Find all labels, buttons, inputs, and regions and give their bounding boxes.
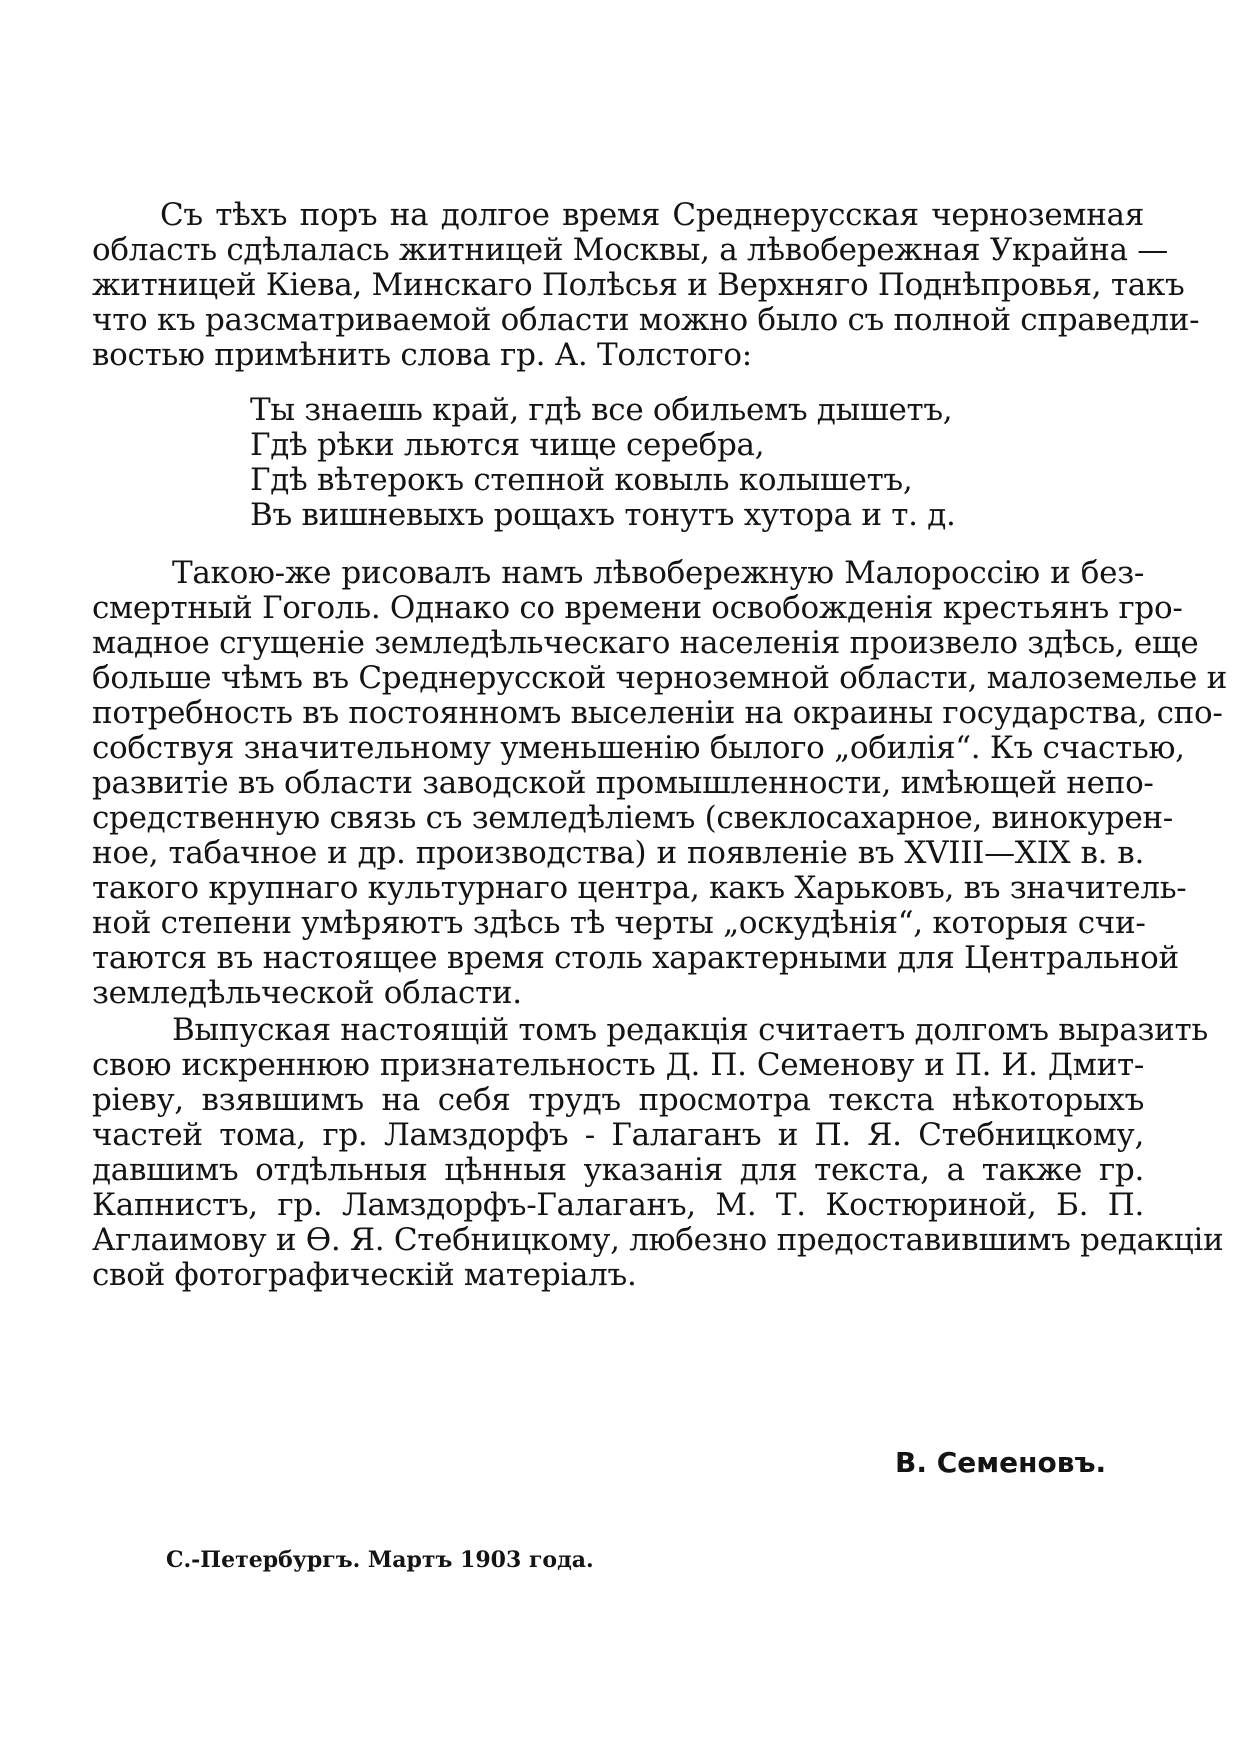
text-line: ной степени умѣряютъ здѣсь тѣ черты „оскудѣнія“, которыя счи- [92, 905, 1146, 941]
text-line: земледѣльческой области. [92, 975, 522, 1011]
text-line: ное, табачное и др. производства) и появленіе въ XVIII—XIX в. в. [92, 835, 1144, 871]
text-line: житницей Кіева, Минскаго Полѣсья и Верхняго Поднѣпровья, такъ [92, 267, 1185, 303]
text-line: таются въ настоящее время столь характерными для Центральной [92, 940, 1179, 976]
text-line: собствуя значительному уменьшенію былого „обилія“. Къ счастью, [92, 730, 1185, 766]
poem-line: Гдѣ рѣки льются чище серебра, [250, 427, 765, 463]
text-line: что къ разсматриваемой области можно было съ полной справедли- [92, 302, 1200, 338]
text-line: область сдѣлалась житницей Москвы, а лѣвобережная Украйна — [92, 232, 1168, 268]
text-line: смертный Гоголь. Однако со времени освобожденія крестьянъ гро- [92, 590, 1183, 626]
text-line: мадное сгущеніе земледѣльческаго населенія произвело здѣсь, еще [92, 625, 1199, 661]
text-line: давшимъ отдѣльныя цѣнныя указанія для текста, а также гр. [92, 1152, 1144, 1188]
dateline: С.-Петербургъ. Мартъ 1903 года. [166, 1547, 594, 1573]
text-line: частей тома, гр. Ламздорфъ - Галаганъ и П. Я. Стебницкому, [92, 1117, 1144, 1153]
text-line: свой фотографическій матеріалъ. [92, 1257, 637, 1293]
text-line: больше чѣмъ въ Среднерусской черноземной области, малоземелье и [92, 660, 1227, 696]
poem-line: Ты знаешь край, гдѣ все обильемъ дышетъ, [250, 392, 953, 428]
text-line: Аглаимову и Ѳ. Я. Стебницкому, любезно предоставившимъ редакціи [92, 1222, 1224, 1258]
text-line: свою искреннюю признательность Д. П. Семенову и П. И. Дмит- [92, 1047, 1144, 1083]
text-line: Такою-же рисовалъ намъ лѣвобережную Малороссію и без- [172, 555, 1144, 591]
text-line: Капнистъ, гр. Ламздорфъ-Галаганъ, М. Т. Костюриной, Б. П. [92, 1187, 1144, 1223]
text-line: востью примѣнить слова гр. А. Толстого: [92, 337, 752, 373]
poem-line: Въ вишневыхъ рощахъ тонутъ хутора и т. д. [250, 497, 956, 533]
text-line: Съ тѣхъ поръ на долгое время Среднерусская черноземная [160, 197, 1144, 233]
poem-line: Гдѣ вѣтерокъ степной ковыль колышетъ, [250, 462, 913, 498]
text-line: развитіе въ области заводской промышленности, имѣющей непо- [92, 765, 1154, 801]
text-line: потребность въ постоянномъ выселеніи на окраины государства, спо- [92, 695, 1223, 731]
signature: В. Семеновъ. [895, 1446, 1107, 1479]
text-line: Выпуская настоящій томъ редакція считаетъ долгомъ выразить [172, 1012, 1208, 1048]
text-line: такого крупнаго культурнаго центра, какъ Харьковъ, въ значитель- [92, 870, 1187, 906]
text-line: средственную связь съ земледѣліемъ (свеклосахарное, винокурен- [92, 800, 1173, 836]
text-line: ріеву, взявшимъ на себя трудъ просмотра текста нѣкоторыхъ [92, 1082, 1144, 1118]
